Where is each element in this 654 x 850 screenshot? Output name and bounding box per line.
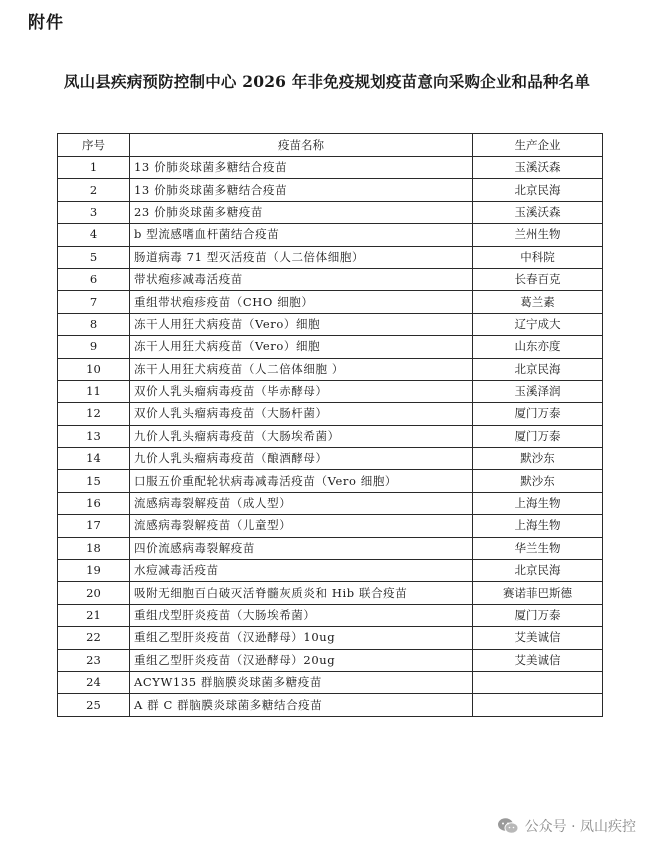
row-serial-number: 15: [58, 470, 130, 492]
row-serial-number: 3: [58, 201, 130, 223]
row-manufacturer: 北京民海: [473, 560, 603, 582]
row-vaccine-name: 口服五价重配轮状病毒减毒活疫苗（Vero 细胞）: [130, 470, 473, 492]
row-vaccine-name: 重组带状疱疹疫苗（CHO 细胞）: [130, 291, 473, 313]
table-row: [58, 582, 603, 604]
table-row: [58, 291, 603, 313]
row-serial-number: 6: [58, 268, 130, 290]
table-row: [58, 380, 603, 402]
row-vaccine-name: 九价人乳头瘤病毒疫苗（酿酒酵母）: [130, 448, 473, 470]
row-manufacturer: 北京民海: [473, 358, 603, 380]
row-manufacturer: 玉溪沃森: [473, 157, 603, 179]
row-serial-number: 19: [58, 560, 130, 582]
row-vaccine-name: A 群 C 群脑膜炎球菌多糖结合疫苗: [130, 694, 473, 716]
header-vaccine-name: 疫苗名称: [130, 134, 473, 157]
row-vaccine-name: 13 价肺炎球菌多糖结合疫苗: [130, 179, 473, 201]
attachment-label: 附件: [28, 13, 64, 33]
row-serial-number: 14: [58, 448, 130, 470]
row-manufacturer: 玉溪泽润: [473, 380, 603, 402]
row-manufacturer: [473, 694, 603, 716]
row-serial-number: 13: [58, 425, 130, 447]
row-manufacturer: 葛兰素: [473, 291, 603, 313]
header-serial-number: 序号: [58, 134, 130, 157]
table-body: [58, 157, 603, 717]
table-row: [58, 179, 603, 201]
table-row: [58, 470, 603, 492]
table-row: [58, 403, 603, 425]
row-serial-number: 21: [58, 604, 130, 626]
row-manufacturer: 艾美诚信: [473, 649, 603, 671]
table-row: [58, 515, 603, 537]
row-vaccine-name: 13 价肺炎球菌多糖结合疫苗: [130, 157, 473, 179]
row-serial-number: 18: [58, 537, 130, 559]
table-row: [58, 627, 603, 649]
row-serial-number: 11: [58, 380, 130, 402]
table-row: [58, 201, 603, 223]
header-manufacturer: 生产企业: [473, 134, 603, 157]
row-manufacturer: 赛诺菲巴斯德: [473, 582, 603, 604]
row-serial-number: 8: [58, 313, 130, 335]
row-vaccine-name: 流感病毒裂解疫苗（儿童型）: [130, 515, 473, 537]
row-serial-number: 20: [58, 582, 130, 604]
row-vaccine-name: 冻干人用狂犬病疫苗（Vero）细胞: [130, 313, 473, 335]
row-manufacturer: 长春百克: [473, 268, 603, 290]
row-serial-number: 22: [58, 627, 130, 649]
row-manufacturer: [473, 671, 603, 693]
row-serial-number: 2: [58, 179, 130, 201]
row-manufacturer: 艾美诚信: [473, 627, 603, 649]
row-manufacturer: 玉溪沃森: [473, 201, 603, 223]
row-manufacturer: 山东亦度: [473, 336, 603, 358]
table-row: [58, 268, 603, 290]
table-row: [58, 224, 603, 246]
row-serial-number: 25: [58, 694, 130, 716]
row-vaccine-name: 九价人乳头瘤病毒疫苗（大肠埃希菌）: [130, 425, 473, 447]
document-title: 凤山县疾病预防控制中心 2026 年非免疫规划疫苗意向采购企业和品种名单: [63, 72, 591, 91]
vaccine-table: [57, 133, 603, 717]
row-vaccine-name: 肠道病毒 71 型灭活疫苗（人二倍体细胞）: [130, 246, 473, 268]
row-vaccine-name: 双价人乳头瘤病毒疫苗（毕赤酵母）: [130, 380, 473, 402]
table-row: [58, 537, 603, 559]
table-row: [58, 560, 603, 582]
row-serial-number: 23: [58, 649, 130, 671]
table-row: [58, 358, 603, 380]
table-header-row: [58, 134, 603, 157]
table-row: [58, 604, 603, 626]
row-vaccine-name: 冻干人用狂犬病疫苗（Vero）细胞: [130, 336, 473, 358]
row-vaccine-name: 带状疱疹减毒活疫苗: [130, 268, 473, 290]
table-row: [58, 157, 603, 179]
watermark-text: 公众号 · 凤山疾控: [524, 819, 636, 835]
row-serial-number: 17: [58, 515, 130, 537]
row-serial-number: 24: [58, 671, 130, 693]
row-manufacturer: 厦门万泰: [473, 604, 603, 626]
row-vaccine-name: 双价人乳头瘤病毒疫苗（大肠杆菌）: [130, 403, 473, 425]
row-serial-number: 7: [58, 291, 130, 313]
table-row: [58, 246, 603, 268]
table-row: [58, 448, 603, 470]
row-vaccine-name: 四价流感病毒裂解疫苗: [130, 537, 473, 559]
wechat-icon: [497, 817, 519, 835]
row-serial-number: 4: [58, 224, 130, 246]
row-serial-number: 9: [58, 336, 130, 358]
row-manufacturer: 华兰生物: [473, 537, 603, 559]
table-row: [58, 694, 603, 716]
row-vaccine-name: b 型流感嗜血杆菌结合疫苗: [130, 224, 473, 246]
row-manufacturer: 北京民海: [473, 179, 603, 201]
watermark: [497, 816, 636, 836]
table-row: [58, 492, 603, 514]
row-manufacturer: 厦门万泰: [473, 403, 603, 425]
row-manufacturer: 上海生物: [473, 515, 603, 537]
row-serial-number: 12: [58, 403, 130, 425]
row-vaccine-name: 重组乙型肝炎疫苗（汉逊酵母）10ug: [130, 627, 473, 649]
table-row: [58, 336, 603, 358]
row-manufacturer: 中科院: [473, 246, 603, 268]
table-row: [58, 671, 603, 693]
row-vaccine-name: 吸附无细胞百白破灭活脊髓灰质炎和 Hib 联合疫苗: [130, 582, 473, 604]
row-manufacturer: 上海生物: [473, 492, 603, 514]
row-vaccine-name: 重组乙型肝炎疫苗（汉逊酵母）20ug: [130, 649, 473, 671]
row-vaccine-name: 冻干人用狂犬病疫苗（人二倍体细胞 ）: [130, 358, 473, 380]
row-vaccine-name: 重组戊型肝炎疫苗（大肠埃希菌）: [130, 604, 473, 626]
row-serial-number: 16: [58, 492, 130, 514]
row-manufacturer: 辽宁成大: [473, 313, 603, 335]
row-vaccine-name: 23 价肺炎球菌多糖疫苗: [130, 201, 473, 223]
row-vaccine-name: 流感病毒裂解疫苗（成人型）: [130, 492, 473, 514]
row-vaccine-name: ACYW135 群脑膜炎球菌多糖疫苗: [130, 671, 473, 693]
row-serial-number: 5: [58, 246, 130, 268]
row-manufacturer: 默沙东: [473, 470, 603, 492]
row-manufacturer: 厦门万泰: [473, 425, 603, 447]
table-row: [58, 425, 603, 447]
row-vaccine-name: 水痘减毒活疫苗: [130, 560, 473, 582]
row-serial-number: 1: [58, 157, 130, 179]
row-serial-number: 10: [58, 358, 130, 380]
row-manufacturer: 兰州生物: [473, 224, 603, 246]
table-row: [58, 649, 603, 671]
table-row: [58, 313, 603, 335]
row-manufacturer: 默沙东: [473, 448, 603, 470]
